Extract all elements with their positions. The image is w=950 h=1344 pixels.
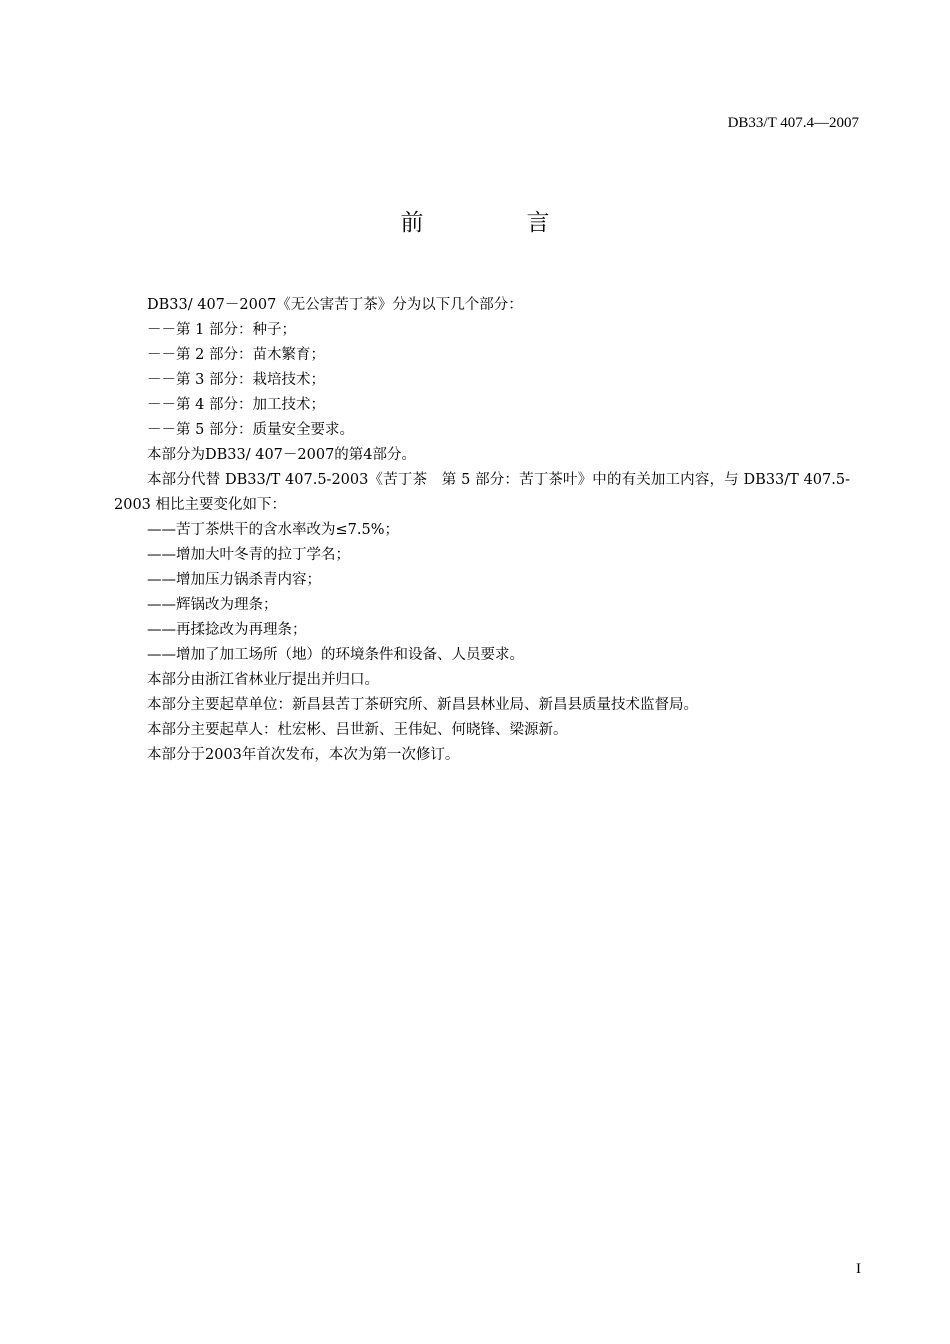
page-number: I [856, 1261, 861, 1277]
page-title: 前 言 [400, 210, 590, 236]
list-item-part-1: －－第 1 部分：种子； [147, 322, 296, 338]
document-code: DB33/T 407.4—2007 [727, 115, 859, 131]
paragraph-proposer: 本部分由浙江省林业厅提出并归口。 [147, 672, 379, 688]
paragraph-replaces: 本部分代替 DB33/T 407.5-2003《苦丁茶 第 5 部分：苦丁茶叶》中的有关加工内容，与 DB33/T 407.5-2003 相比主要变化如下： [114, 472, 850, 513]
paragraph-drafting-units: 本部分主要起草单位：新昌县苦丁茶研究所、新昌县林业局、新昌县质量技术监督局。 [147, 697, 698, 713]
change-item-4: ——辉锅改为理条； [147, 597, 278, 613]
change-item-2: ——增加大叶冬青的拉丁学名； [147, 547, 350, 563]
paragraph-intro: DB33/ 407－2007《无公害苦丁茶》分为以下几个部分： [147, 297, 523, 313]
change-item-6: ——增加了加工场所（地）的环境条件和设备、人员要求。 [147, 647, 524, 663]
list-item-part-4: －－第 4 部分：加工技术； [147, 397, 325, 413]
change-item-3: ——增加压力锅杀青内容； [147, 572, 321, 588]
change-item-1: ——苦丁茶烘干的含水率改为≤7.5%； [147, 522, 399, 538]
paragraph-drafters: 本部分主要起草人：杜宏彬、吕世新、王伟妃、何晓锋、梁源新。 [147, 722, 568, 738]
paragraph-history: 本部分于2003年首次发布，本次为第一次修订。 [147, 747, 460, 763]
paragraph-this-part: 本部分为DB33/ 407－2007的第4部分。 [147, 447, 417, 463]
list-item-part-3: －－第 3 部分：栽培技术； [147, 372, 325, 388]
list-item-part-5: －－第 5 部分：质量安全要求。 [147, 422, 354, 438]
foreword-body [114, 293, 850, 768]
list-item-part-2: －－第 2 部分：苗木繁育； [147, 347, 325, 363]
change-item-5: ——再揉捻改为再理条； [147, 622, 307, 638]
